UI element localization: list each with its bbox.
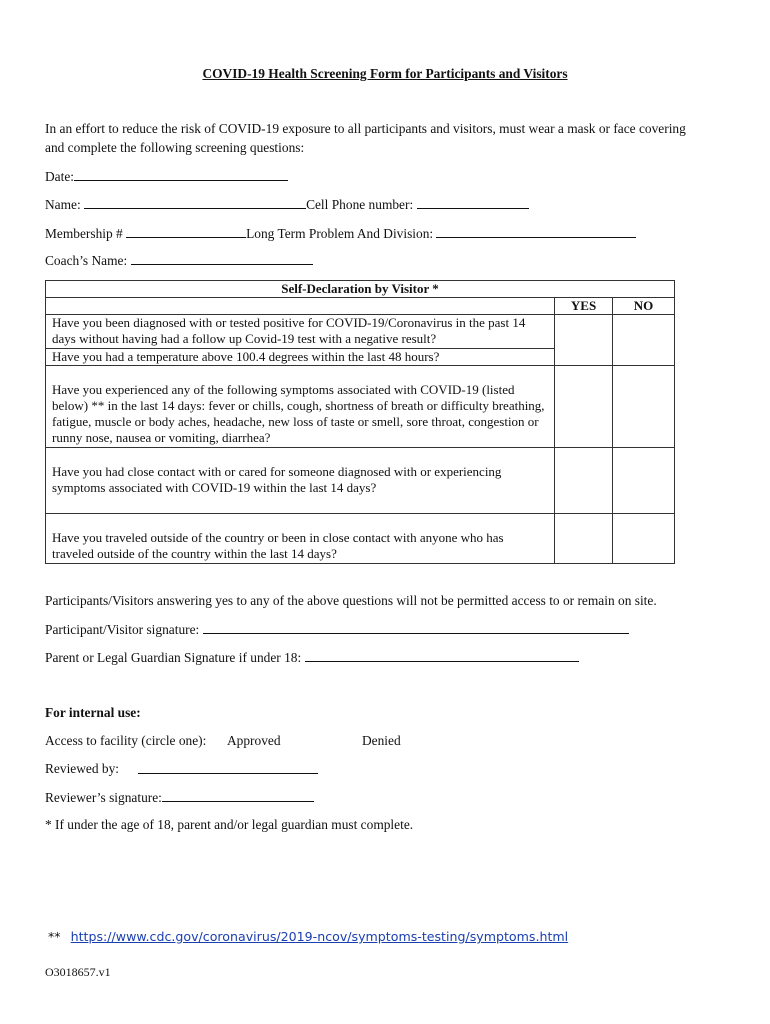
guardian-signature-label: Parent or Legal Guardian Signature if under 18: (45, 650, 302, 665)
no-cell-1[interactable] (613, 315, 675, 366)
participant-signature-field[interactable] (203, 621, 629, 634)
question-3: Have you experienced any of the following symptoms associated with COVID-19 (listed below) ** in the last 14 days: fever or chills, cough, shortness of breath or difficulty breathing, fatigue, muscle or body aches, headache, new loss of taste or smell, sore throat, congestion or runny nose, nausea or vomiting, diarrhea? (46, 366, 555, 448)
table-header-row (46, 281, 675, 298)
name-field[interactable] (84, 196, 306, 209)
table-row (46, 315, 675, 349)
question-column-header (46, 298, 555, 315)
question-1: Have you been diagnosed with or tested positive for COVID-19/Coronavirus in the past 14 days without having had a follow up Covid-19 test with a negative result? (46, 315, 555, 349)
reviewed-by-field[interactable] (138, 761, 318, 774)
self-declaration-table (45, 280, 675, 564)
notice-text: Participants/Visitors answering yes to any of the above questions will not be permitted access to or remain on site. (45, 593, 657, 608)
question-2: Have you had a temperature above 100.4 degrees within the last 48 hours? (46, 349, 555, 366)
question-5: Have you traveled outside of the country or been in close contact with anyone who has traveled outside of the country within the last 14 days? (46, 514, 555, 564)
date-field[interactable] (74, 168, 288, 181)
no-cell-5[interactable] (613, 514, 675, 564)
membership-row (45, 225, 636, 242)
cdc-symptoms-link[interactable]: https://www.cdc.gov/coronavirus/2019-ncov/symptoms-testing/symptoms.html (70, 929, 569, 944)
intro-line-2: and complete the following screening questions: (45, 140, 305, 155)
reviewed-by-label: Reviewed by: (45, 761, 120, 776)
participant-signature-label: Participant/Visitor signature: (45, 622, 200, 637)
yes-cell-1[interactable] (555, 315, 613, 366)
denied-option[interactable]: Denied (362, 733, 401, 748)
self-declaration-header: Self-Declaration by Visitor * (46, 281, 675, 298)
table-row (46, 448, 675, 514)
membership-field[interactable] (126, 225, 246, 238)
reviewed-by-field-wrap (138, 761, 318, 778)
yes-column-header: YES (555, 298, 613, 315)
participant-signature-row (45, 621, 629, 638)
yes-cell-4[interactable] (555, 448, 613, 514)
access-label: Access to facility (circle one): (45, 733, 207, 748)
yes-cell-5[interactable] (555, 514, 613, 564)
no-cell-4[interactable] (613, 448, 675, 514)
guardian-signature-row (45, 649, 579, 666)
table-row (46, 514, 675, 564)
reviewer-signature-field[interactable] (162, 789, 314, 802)
long-term-problem-field[interactable] (436, 225, 636, 238)
name-label: Name: (45, 197, 81, 212)
membership-label: Membership # (45, 226, 123, 241)
document-code: O3018657.v1 (45, 965, 111, 979)
date-label: Date: (45, 169, 74, 184)
yes-cell-3[interactable] (555, 366, 613, 448)
date-row (45, 168, 288, 185)
internal-use-heading: For internal use: (45, 705, 141, 720)
yes-no-header-row (46, 298, 675, 315)
coach-field[interactable] (131, 252, 313, 265)
intro-line-1: In an effort to reduce the risk of COVID-19 exposure to all participants and visitors, must wear a mask or face covering (45, 121, 686, 136)
approved-option[interactable]: Approved (227, 733, 281, 748)
cdc-link-row (48, 929, 568, 945)
cell-phone-field[interactable] (417, 196, 529, 209)
table-row (46, 366, 675, 448)
form-title: COVID-19 Health Screening Form for Participants and Visitors (202, 66, 568, 81)
long-term-problem-label: Long Term Problem And Division: (246, 226, 434, 241)
name-row (45, 196, 529, 213)
no-cell-3[interactable] (613, 366, 675, 448)
cell-phone-label: Cell Phone number: (306, 197, 414, 212)
coach-row (45, 252, 313, 269)
question-4: Have you had close contact with or cared for someone diagnosed with or experiencing symptoms associated with COVID-19 within the last 14 days? (46, 448, 555, 514)
reviewer-signature-label: Reviewer’s signature: (45, 790, 162, 805)
double-asterisk: ** (48, 929, 61, 944)
coach-label: Coach’s Name: (45, 253, 128, 268)
reviewer-signature-row (45, 789, 314, 806)
guardian-signature-field[interactable] (305, 649, 579, 662)
footnote-text: * If under the age of 18, parent and/or legal guardian must complete. (45, 817, 414, 832)
no-column-header: NO (613, 298, 675, 315)
